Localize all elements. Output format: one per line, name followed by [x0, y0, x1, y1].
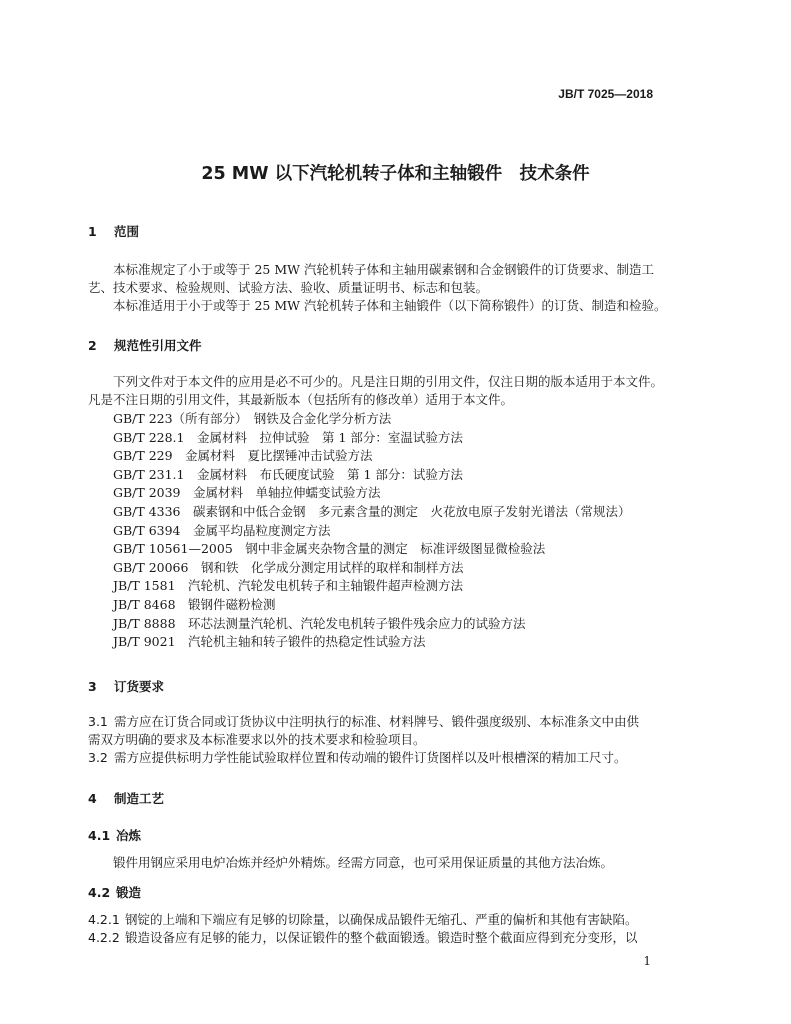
clause-4-2-2 [88, 929, 638, 947]
clause-number: 4.2.2 [88, 930, 120, 945]
clause-number: 3.2 [88, 750, 108, 765]
paragraph-line: 本标准规定了小于或等于 25 MW 汽轮机转子体和主轴用碳素钢和合金钢锻件的订货要求、制造工 [113, 262, 654, 277]
clause-text: 锻造设备应有足够的能力，以保证锻件的整个截面锻透。锻造时整个截面应得到充分变形，以 [125, 930, 638, 945]
paragraph-line: 本标准适用于小于或等于 25 MW 汽轮机转子体和主轴锻件（以下简称锻件）的订货、制造和检验。 [113, 298, 667, 313]
clause-3-2 [88, 749, 627, 767]
normative-references-list [113, 410, 631, 652]
reference-item: GB/T 20066 钢和铁 化学成分测定用试样的取样和制样方法 [113, 559, 464, 575]
paragraph-line: 下列文件对于本文件的应用是必不可少的。凡是注日期的引用文件，仅注日期的版本适用于本文件。 [113, 374, 664, 389]
section-number: 3 [88, 679, 97, 694]
section-title: 制造工艺 [114, 791, 165, 806]
section-1-heading [88, 222, 139, 240]
section-number: 4 [88, 791, 97, 806]
section-3-heading [88, 677, 164, 695]
reference-item: GB/T 229 金属材料 夏比摆锤冲击试验方法 [113, 448, 373, 464]
reference-item: GB/T 228.1 金属材料 拉伸试验 第 1 部分：室温试验方法 [113, 429, 463, 445]
section-number: 2 [88, 338, 97, 353]
subsection-4-2-heading [88, 883, 141, 901]
reference-item: GB/T 223（所有部分） 钢铁及合金化学分析方法 [113, 411, 392, 426]
reference-item: GB/T 4336 碳素钢和中低合金钢 多元素含量的测定 火花放电原子发射光谱法（常规法） [113, 503, 631, 519]
reference-item: JB/T 9021 汽轮机主轴和转子锻件的热稳定性试验方法 [113, 634, 426, 650]
clause-4-2-1 [88, 911, 638, 929]
paragraph-line: 凡是不注日期的引用文件，其最新版本（包括所有的修改单）适用于本文件。 [88, 392, 514, 407]
reference-item: JB/T 8468 锻钢件磁粉检测 [113, 596, 276, 612]
section-number: 1 [88, 224, 97, 239]
clause-number: 3.1 [88, 714, 108, 729]
section-title: 规范性引用文件 [114, 338, 202, 353]
clause-text: 钢锭的上端和下端应有足够的切除量，以确保成品锻件无缩孔、严重的偏析和其他有害缺陷。 [125, 912, 638, 927]
reference-item: GB/T 6394 金属平均晶粒度测定方法 [113, 522, 331, 538]
subsection-number: 4.2 [88, 885, 111, 900]
subsection-4-1-heading [88, 826, 141, 844]
subsection-title: 锻造 [116, 885, 142, 900]
section-2-heading [88, 336, 202, 354]
paragraph-line: 需双方明确的要求及本标准要求以外的技术要求和检验项目。 [88, 732, 426, 747]
reference-item: JB/T 8888 环芯法测量汽轮机、汽轮发电机转子锻件残余应力的试验方法 [113, 615, 526, 631]
subsection-title: 冶炼 [116, 828, 142, 843]
document-title: 25 MW 以下汽轮机转子体和主轴锻件 技术条件 [201, 164, 590, 184]
clause-text: 需方应在订货合同或订货协议中注明执行的标准、材料牌号、锻件强度级别、本标准条文中由供 [114, 714, 640, 729]
paragraph-line: 艺、技术要求、检验规则、试验方法、验收、质量证明书、标志和包装。 [88, 280, 489, 295]
paragraph-line: 锻件用钢应采用电炉冶炼并经炉外精炼。经需方同意，也可采用保证质量的其他方法冶炼。 [113, 855, 614, 870]
page-number: 1 [643, 954, 651, 968]
reference-item: GB/T 231.1 金属材料 布氏硬度试验 第 1 部分：试验方法 [113, 466, 463, 482]
reference-item: GB/T 2039 金属材料 单轴拉伸蠕变试验方法 [113, 485, 381, 501]
section-title: 订货要求 [114, 679, 165, 694]
clause-3-1 [88, 713, 639, 731]
subsection-number: 4.1 [88, 828, 111, 843]
reference-item: GB/T 10561—2005 钢中非金属夹杂物含量的测定 标准评级图显微检验法 [113, 541, 546, 557]
clause-text: 需方应提供标明力学性能试验取样位置和传动端的锻件订货图样以及叶根槽深的精加工尺寸。 [114, 750, 627, 765]
section-title: 范围 [114, 224, 140, 239]
clause-number: 4.2.1 [88, 912, 120, 927]
reference-item: JB/T 1581 汽轮机、汽轮发电机转子和主轴锻件超声检测方法 [113, 578, 464, 594]
document-code: JB/T 7025—2018 [558, 87, 653, 101]
section-4-heading [88, 789, 164, 807]
